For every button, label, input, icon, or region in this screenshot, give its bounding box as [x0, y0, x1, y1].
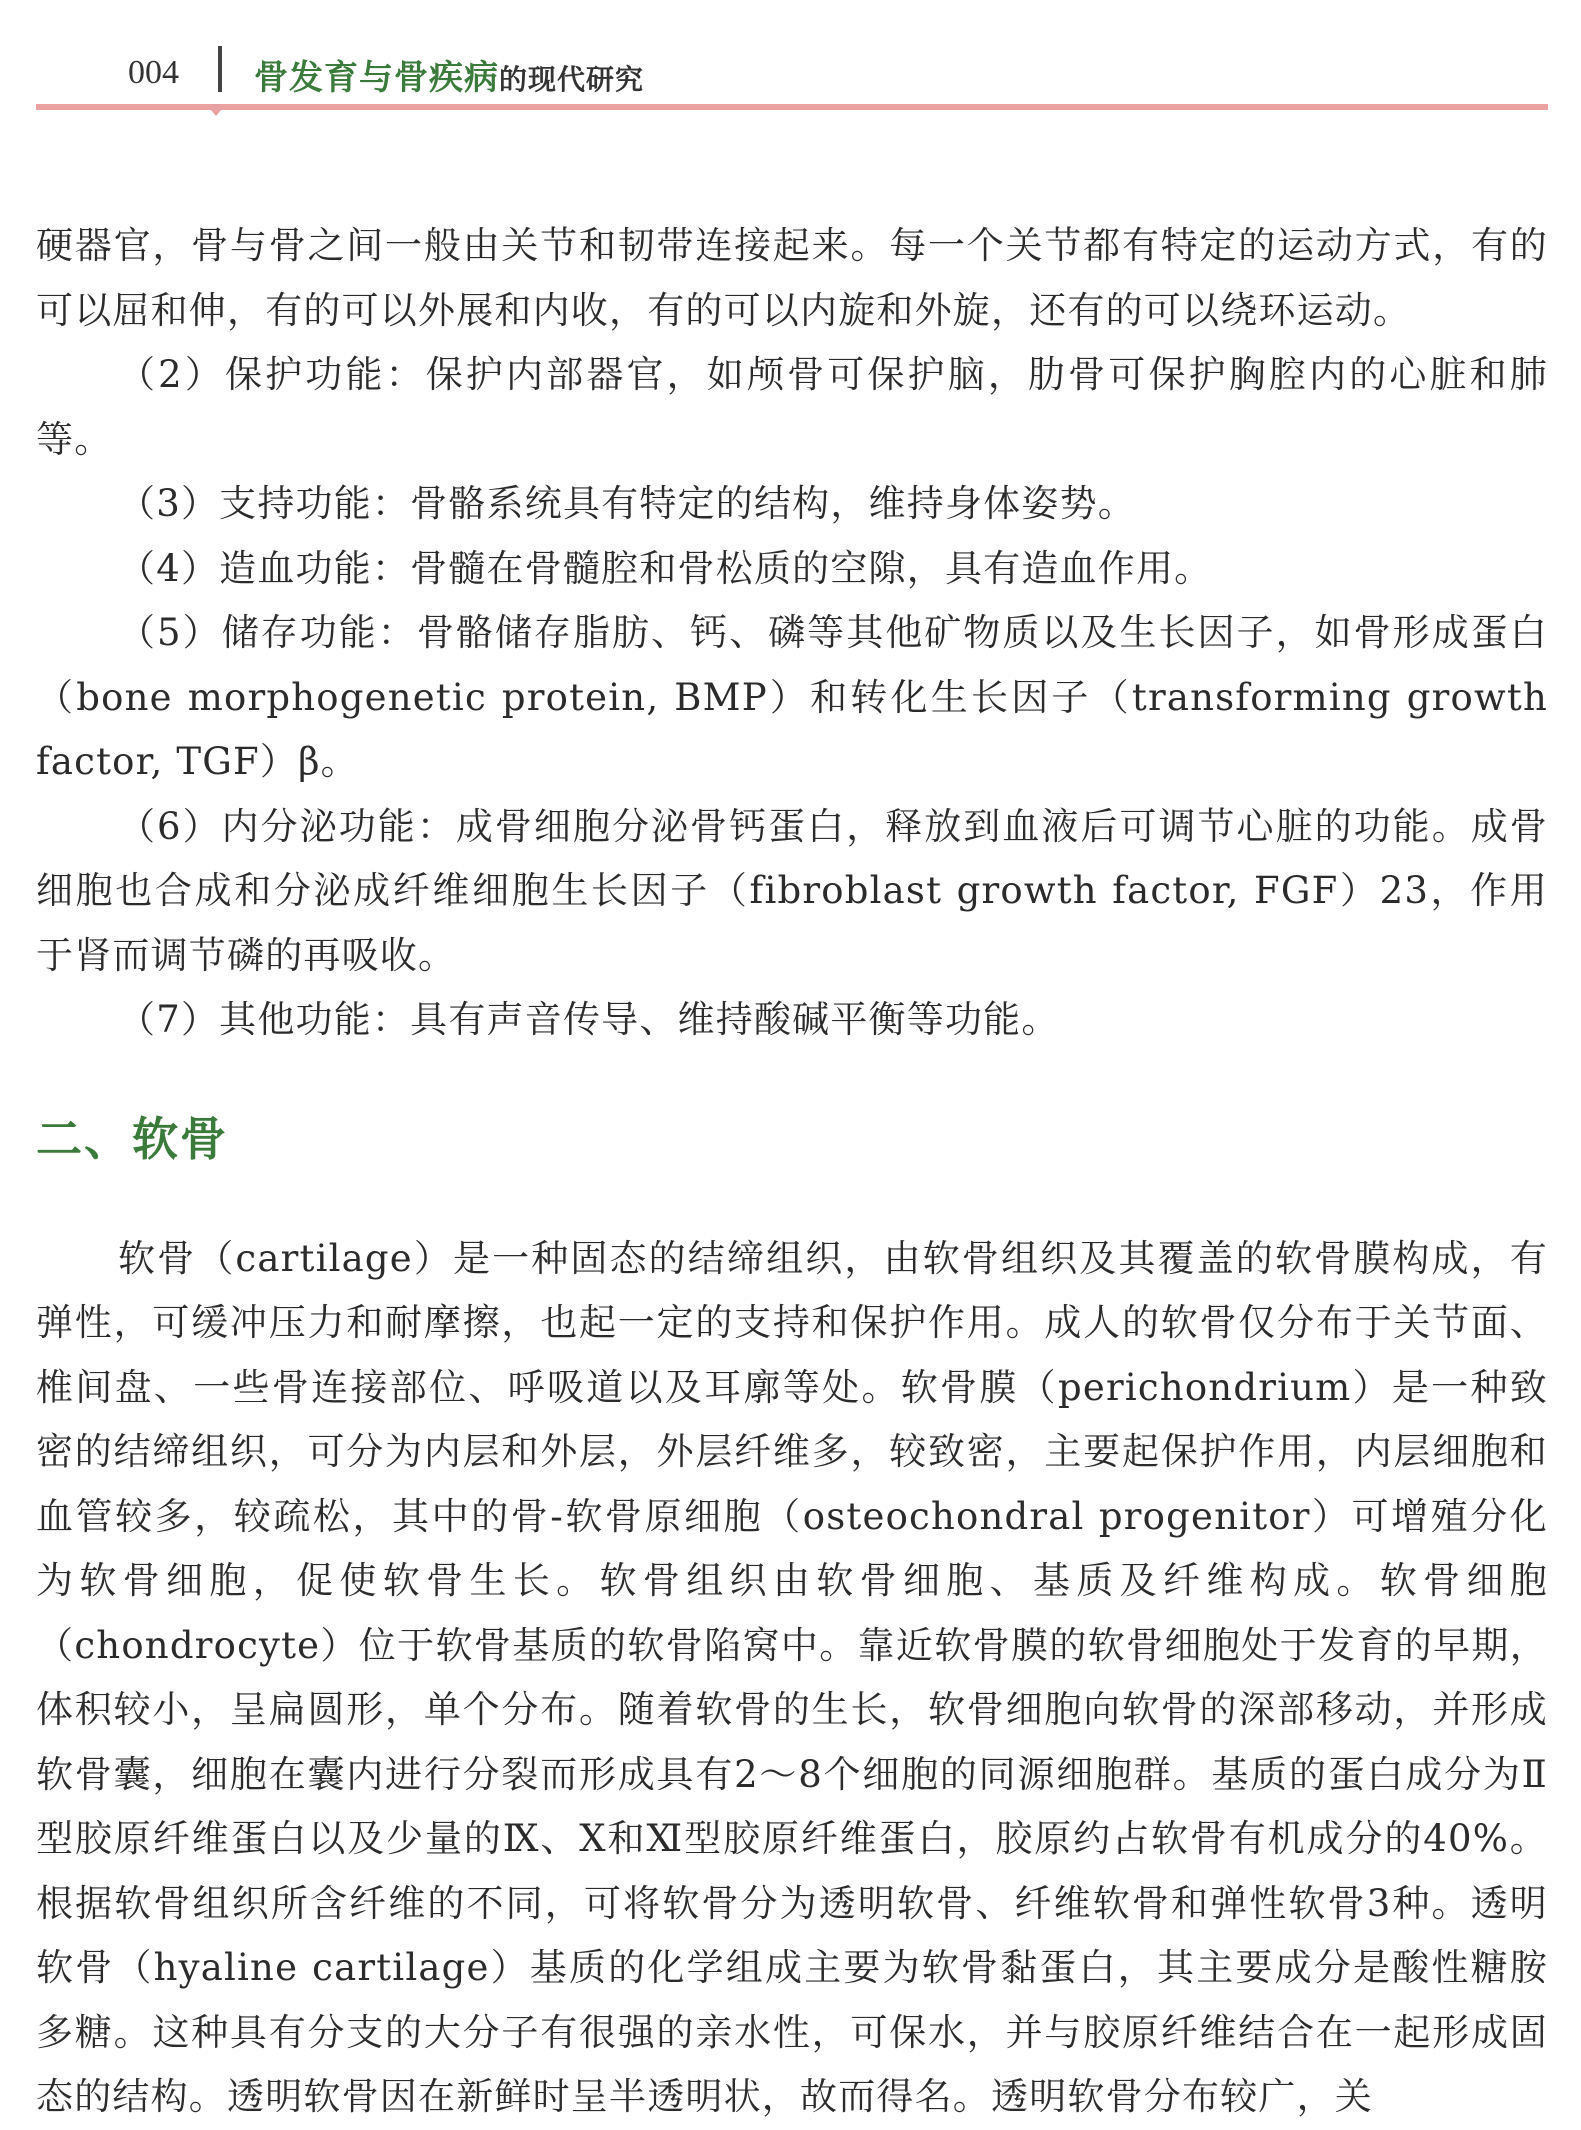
paragraph: （7）其他功能：具有声音传导、维持酸碱平衡等功能。 — [118, 998, 1060, 1041]
page-header — [36, 36, 1548, 106]
paragraphs-after — [36, 1227, 1548, 2130]
paragraphs-before — [36, 214, 1548, 1053]
paragraph: （3）支持功能：骨骼系统具有特定的结构，维持身体姿势。 — [118, 482, 1136, 525]
book-title-main: 骨发育与骨疾病 — [254, 58, 499, 98]
paragraph: （2）保护功能：保护内部器官，如颅骨可保护脑，肋骨可保护胸腔内的心脏和肺等。 — [36, 353, 1548, 461]
paragraph: 硬器官，骨与骨之间一般由关节和韧带连接起来。每一个关节都有特定的运动方式，有的可以屈和伸，有的可以外展和内收，有的可以内旋和外旋，还有的可以绕环运动。 — [36, 224, 1548, 332]
book-title — [254, 50, 644, 99]
header-rule — [36, 104, 1548, 110]
paragraph: （6）内分泌功能：成骨细胞分泌骨钙蛋白，释放到血液后可调节心脏的功能。成骨细胞也合成和分泌成纤维细胞生长因子（fibroblast growth factor, FGF）23，作用于肾而调节磷的再吸收。 — [36, 804, 1548, 977]
section-title: 二、软骨 — [36, 1111, 228, 1166]
header-divider — [218, 46, 222, 92]
book-subtitle: 的现代研究 — [499, 63, 645, 96]
page-number: 004 — [128, 54, 179, 91]
page-body — [36, 214, 1548, 2130]
header-rule-notch — [206, 104, 226, 116]
paragraph: （4）造血功能：骨髓在骨髓腔和骨松质的空隙，具有造血作用。 — [118, 546, 1213, 590]
paragraph: 软骨（cartilage）是一种固态的结缔组织，由软骨组织及其覆盖的软骨膜构成，有弹性，可缓冲压力和耐摩擦，也起一定的支持和保护作用。成人的软骨仅分布于关节面、椎间盘、一些骨连接部位、呼吸道以及耳廓等处。软骨膜（perichondrium）是一种致密的结缔组织，可分为内层和外层，外层纤维多，较致密，主要起保护作用，内层细胞和血管较多，较疏松，其中的骨-软骨原细胞（osteochondral progenitor）可增殖分化为软骨细胞，促使软骨生长。软骨组织由软骨细胞、基质及纤维构成。软骨细胞（chondrocyte）位于软骨基质的软骨陷窝中。靠近软骨膜的软骨细胞处于发育的早期，体积较小，呈扁圆形，单个分布。随着软骨的生长，软骨细胞向软骨的深部移动，并形成软骨囊，细胞在囊内进行分裂而形成具有2～8个细胞的同源细胞群。基质的蛋白成分为Ⅱ型胶原纤维蛋白以及少量的Ⅸ、Ⅹ和Ⅺ型胶原纤维蛋白，胶原约占软骨有机成分的40%。根据软骨组织所含纤维的不同，可将软骨分为透明软骨、纤维软骨和弹性软骨3种。透明软骨（hyaline cartilage）基质的化学组成主要为软骨黏蛋白，其主要成分是酸性糖胺多糖。这种具有分支的大分子有很强的亲水性，可保水，并与胶原纤维结合在一起形成固态的结构。透明软骨因在新鲜时呈半透明状，故而得名。透明软骨分布较广，关 — [36, 1236, 1548, 2118]
paragraph: （5）储存功能：骨骼储存脂肪、钙、磷等其他矿物质以及生长因子，如骨形成蛋白（bone morphogenetic protein, BMP）和转化生长因子（transforming growth factor, TGF）β。 — [36, 611, 1548, 783]
